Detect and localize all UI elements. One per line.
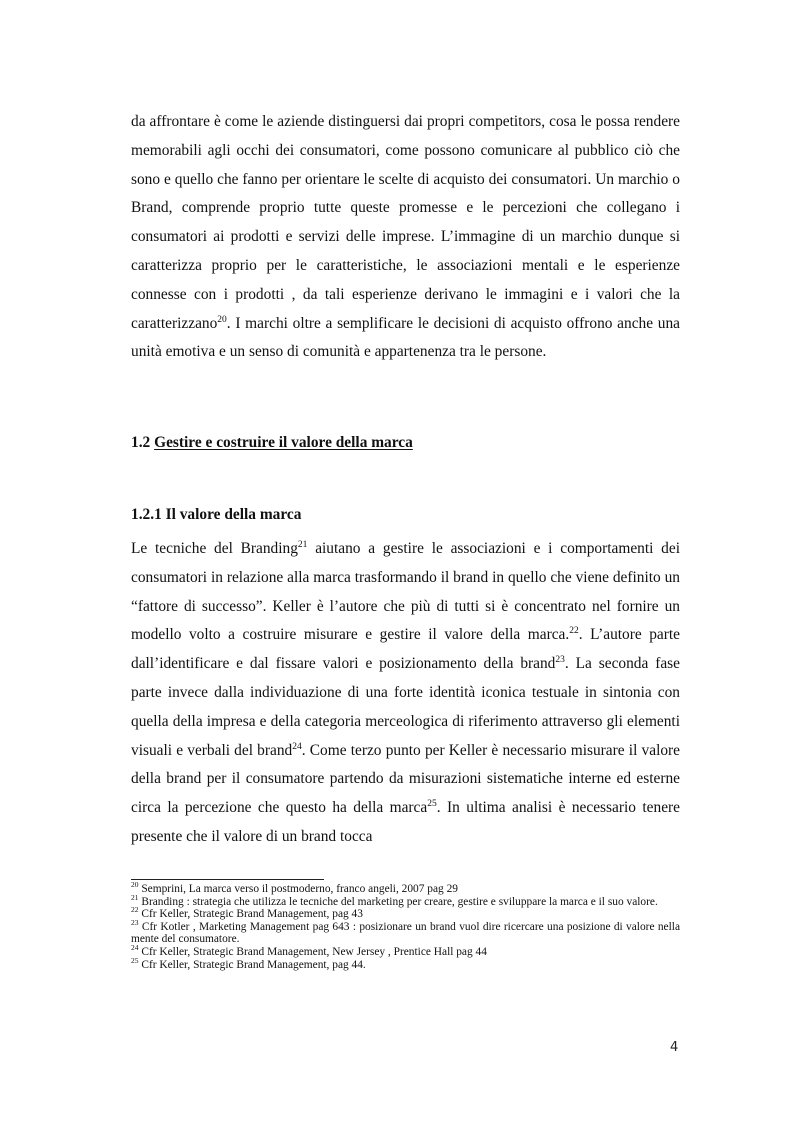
section-body <box>131 535 680 852</box>
footnote-number: 25 <box>131 955 139 965</box>
page-number: 4 <box>670 1040 679 1055</box>
paragraph-text: da affrontare è come le aziende distinguersi dai propri competitors, cosa le possa rendere memorabili agli occhi dei consumatori, come possono comunicare al pubblico ciò che sono e quello che fanno per orientare le scelte di acquisto dei consumatori. Un marchio o Brand, comprende proprio tutte queste promesse e le percezioni che collegano i consumatori ai prodotti e servizi delle imprese. L’immagine di un marchio dunque si caratterizza proprio per le caratteristiche, le associazioni mentali e le esperienze connesse con i prodotti , da tali esperienze derivano le immagini e i valori che la caratterizzano <box>131 113 680 332</box>
footnote-number: 20 <box>131 880 139 890</box>
footnote-ref-24[interactable]: 24 <box>292 741 302 752</box>
paragraph-text: . La seconda fase parte invece dalla individuazione di una forte identità iconica testuale in sintonia con quella della impresa e della categoria merceologica di riferimento attraverso gli elementi visuali e verbali del brand <box>131 655 681 759</box>
footnote-number: 21 <box>131 892 139 902</box>
paragraph-text: . Come terzo punto per Keller è necessario misurare il valore della brand per il consumatore partendo da misurazioni sistematiche interne ed esterne circa la percezione che questo ha della marca <box>131 741 680 817</box>
body-paragraph-continued <box>131 108 680 367</box>
footnote-number: 24 <box>131 943 139 953</box>
footnote-number: 23 <box>131 917 139 927</box>
footnote-text: Cfr Keller, Strategic Brand Management, New Jersey , Prentice Hall pag 44 <box>138 945 487 958</box>
section-number: 1.2 <box>131 434 151 451</box>
footnote-text: Cfr Keller, Strategic Brand Management, pag 44. <box>138 958 366 971</box>
footnote-22 <box>131 905 680 921</box>
section-heading-1-2 <box>131 431 413 455</box>
footnote-separator <box>131 879 324 880</box>
footnote-ref-20[interactable]: 20 <box>217 314 227 325</box>
footnote-ref-21[interactable]: 21 <box>297 539 308 550</box>
paragraph-text: Le tecniche del Branding <box>131 540 298 557</box>
section-title: Gestire e costruire il valore della marca <box>154 434 413 451</box>
footnote-ref-25[interactable]: 25 <box>427 799 437 810</box>
footnote-text: Cfr Kotler , Marketing Management pag 643 : posizionare un brand vuol dire ricercare una posizione di valore nella mente del consumatore. <box>131 920 680 946</box>
footnote-24 <box>131 943 680 959</box>
footnote-21 <box>131 892 680 909</box>
footnote-25 <box>131 955 680 972</box>
paragraph-text: . In ultima analisi è necessario tenere presente che il valore di un brand tocca <box>131 799 680 845</box>
subsection-heading-1-2-1: 1.2.1 Il valore della marca <box>131 506 302 523</box>
paragraph-brand-intro <box>131 108 680 367</box>
paragraph-text: aiutano a gestire le associazioni e i comportamenti dei consumatori in relazione alla marca trasformando il brand in quello che viene definito un “fattore di successo”. Keller è l’autore che più di tutti si è concentrato nel fornire un modello volto a costruire misurare e gestire il valore della marca. <box>131 540 680 644</box>
footnote-ref-23[interactable]: 23 <box>555 655 565 666</box>
footnote-text: Cfr Keller, Strategic Brand Management, pag 43 <box>138 908 363 921</box>
footnote-text: Semprini, La marca verso il postmoderno, franco angeli, 2007 pag 29 <box>138 883 458 895</box>
footnote-number: 22 <box>131 905 139 915</box>
paragraph-text: . I marchi oltre a semplificare le decisioni di acquisto offrono anche una unità emotiva e un senso di comunità e appartenenza tra le persone. <box>131 314 680 361</box>
footnote-text: Branding : strategia che utilizza le tecniche del marketing per creare, gestire e sviluppare la marca e il suo valore. <box>138 895 658 908</box>
footnotes <box>131 880 680 971</box>
footnote-ref-22[interactable]: 22 <box>569 626 579 637</box>
paragraph-branding <box>131 535 680 852</box>
paragraph-text: . L’autore parte dall’identificare e dal fissare valori e posizionamento della brand <box>131 626 680 673</box>
footnote-23 <box>131 917 680 946</box>
footnote-20 <box>131 880 680 896</box>
